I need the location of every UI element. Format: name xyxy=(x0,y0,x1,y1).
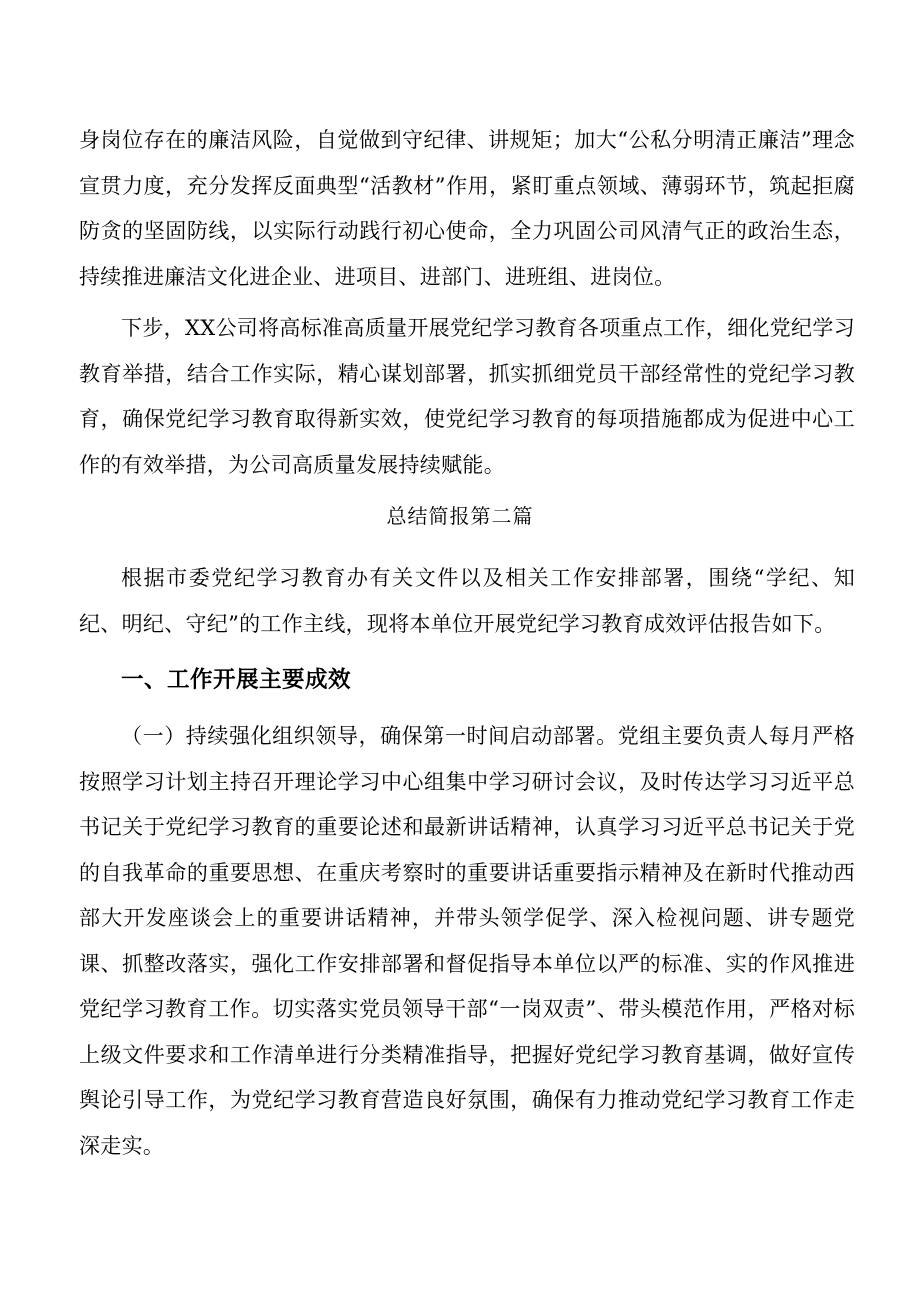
paragraph-organization-leadership: （一）持续强化组织领导，确保第一时间启动部署。党组主要负责人每月严格按照学习计划主持召开理论学习中心组集中学习研讨会议，及时传达学习习近平总书记关于党纪学习教育的重要论述和最新讲话精神，认真学习习近平总书记关于党的自我革命的重要思想、在重庆考察时的重要讲话重要指示精神及在新时代推动西部大开发座谈会上的重要讲话精神，并带头领学促学、深入检视问题、讲专题党课、抓整改落实，强化工作安排部署和督促指导本单位以严的标准、实的作风推进党纪学习教育工作。切实落实党员领导干部“一岗双责”、带头模范作用，严格对标上级文件要求和工作清单进行分类精准指导，把握好党纪学习教育基调，做好宣传舆论引导工作，为党纪学习教育营造良好氛围，确保有力推动党纪学习教育工作走深走实。 xyxy=(79,724,855,1158)
paragraph-continued: 身岗位存在的廉洁风险，自觉做到守纪律、讲规矩；加大“公私分明清正廉洁”理念宣贯力度，充分发挥反面典型“活教材”作用，紧盯重点领域、薄弱环节，筑起拒腐防贪的坚固防线，以实际行动践行初心使命，全力巩固公司风清气正的政治生态，持续推进廉洁文化进企业、进项目、进部门、进班组、进岗位。 xyxy=(79,128,855,289)
paragraph-next-steps: 下步，XX公司将高标准高质量开展党纪学习教育各项重点工作，细化党纪学习教育举措，结合工作实际，精心谋划部署，抓实抓细党员干部经常性的党纪学习教育，确保党纪学习教育取得新实效，使党纪学习教育的每项措施都成为促进中心工作的有效举措，为公司高质量发展持续赋能。 xyxy=(79,316,855,477)
section-heading: 一、工作开展主要成效 xyxy=(121,667,352,693)
paragraph-intro: 根据市委党纪学习教育办有关文件以及相关工作安排部署，围绕“学纪、知纪、明纪、守纪”的工作主线，现将本单位开展党纪学习教育成效评估报告如下。 xyxy=(79,566,855,636)
section-subtitle: 总结简报第二篇 xyxy=(386,504,534,528)
